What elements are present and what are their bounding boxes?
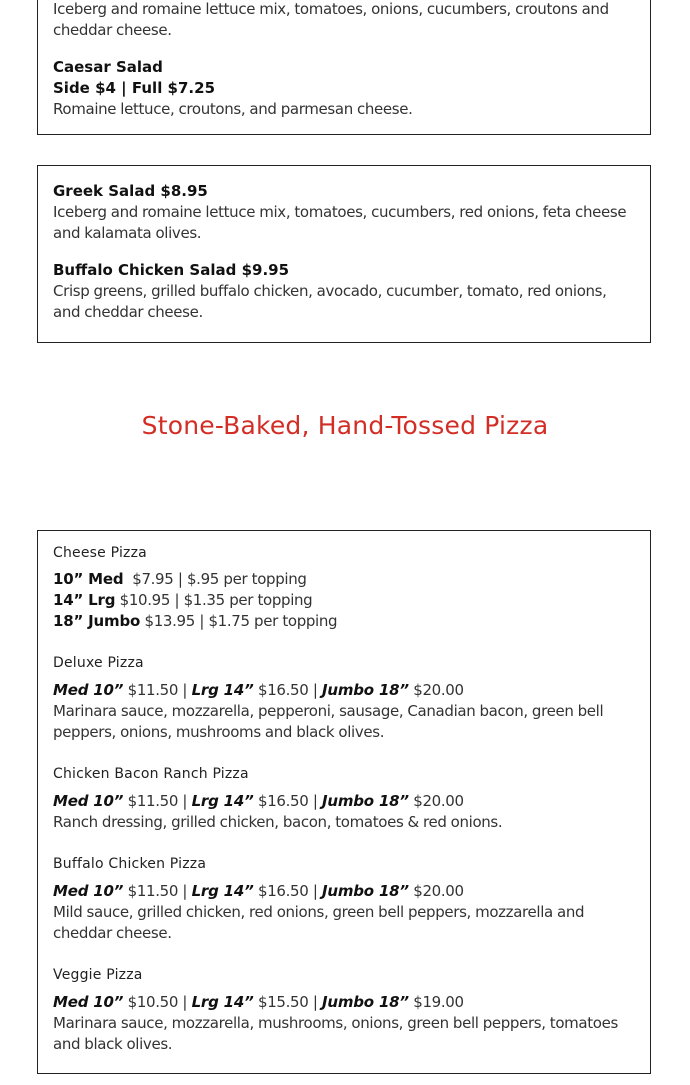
size-label-med: Med 10” [53,681,124,699]
size-label: 18” Jumbo [53,612,141,630]
size-label-med: Med 10” [53,993,124,1011]
salad-item-caesar [53,57,636,120]
pizza-description: Mild sauce, grilled chicken, red onions, green bell peppers, mozzarella and cheddar cheese. [53,903,585,942]
salad-box-bottom [37,165,651,343]
size-price: $13.95 | $1.75 per topping [144,612,338,630]
size-label-jumbo: Jumbo 18” [321,993,409,1011]
salad-price: Side $4 | Full $7.25 [53,79,216,97]
pizza-price-row: Med 10” $10.50 | Lrg 14” $15.50 | Jumbo 18” $19.00 [53,993,464,1011]
salad-item-buffalo-chicken [53,260,636,323]
section-title-pizza: Stone-Baked, Hand-Tossed Pizza [141,411,549,440]
pizza-name: Chicken Bacon Ranch Pizza [53,766,249,782]
price-lrg: $16.50 [258,681,309,699]
price-lrg: $16.50 [258,792,309,810]
price-med: $11.50 [127,681,179,699]
size-label: 14” Lrg [53,591,116,609]
pizza-size-row [53,590,636,611]
size-label-lrg: Lrg 14” [191,681,254,699]
pizza-box [37,530,651,1074]
price-jumbo: $19.00 [413,993,464,1011]
salad-description: Crisp greens, grilled buffalo chicken, avocado, cucumber, tomato, red onions, and cheddar cheese. [53,282,607,321]
price-med: $11.50 [127,882,179,900]
size-label-med: Med 10” [53,792,124,810]
pizza-description: Marinara sauce, mozzarella, mushrooms, onions, green bell peppers, tomatoes and black olives. [53,1014,618,1053]
size-label-lrg: Lrg 14” [191,882,254,900]
price-jumbo: $20.00 [413,882,464,900]
salad-box-top [37,0,651,135]
salad-item-partial [53,0,636,41]
pizza-price-row: Med 10” $11.50 | Lrg 14” $16.50 | Jumbo 18” $20.00 [53,882,464,900]
salad-description: Iceberg and romaine lettuce mix, tomatoes, cucumbers, red onions, feta cheese and kalamata olives. [53,203,627,242]
salad-description: Iceberg and romaine lettuce mix, tomatoes, onions, cucumbers, croutons and cheddar cheese. [53,0,609,39]
price-jumbo: $20.00 [413,681,464,699]
size-label-lrg: Lrg 14” [191,792,254,810]
salad-item-greek [53,181,636,244]
size-label-jumbo: Jumbo 18” [321,882,409,900]
size-label-med: Med 10” [53,882,124,900]
size-label-jumbo: Jumbo 18” [321,792,409,810]
price-lrg: $16.50 [258,882,309,900]
salad-name: Caesar Salad [53,58,163,76]
pizza-item-deluxe [53,653,636,743]
size-price: $10.95 | $1.35 per topping [119,591,313,609]
price-jumbo: $20.00 [413,792,464,810]
pizza-item-cheese [53,543,636,632]
pizza-name: Veggie Pizza [53,967,143,983]
pizza-price-row: Med 10” $11.50 | Lrg 14” $16.50 | Jumbo 18” $20.00 [53,681,464,699]
pizza-price-row: Med 10” $11.50 | Lrg 14” $16.50 | Jumbo 18” $20.00 [53,792,464,810]
size-label-jumbo: Jumbo 18” [321,681,409,699]
price-lrg: $15.50 [258,993,309,1011]
size-label: 10” Med [53,570,124,588]
pizza-name: Cheese Pizza [53,545,147,561]
pizza-size-row [53,611,636,632]
salad-title: Greek Salad $8.95 [53,182,208,200]
pizza-item-buffalo-chicken [53,854,636,944]
size-label-lrg: Lrg 14” [191,993,254,1011]
pizza-name: Buffalo Chicken Pizza [53,856,207,872]
pizza-item-chicken-bacon-ranch [53,764,636,833]
pizza-description: Ranch dressing, grilled chicken, bacon, tomatoes & red onions. [53,813,503,831]
size-price: $7.95 | $.95 per topping [132,570,307,588]
pizza-size-row [53,569,636,590]
pizza-description: Marinara sauce, mozzarella, pepperoni, sausage, Canadian bacon, green bell peppers, onions, mushrooms and black olives. [53,702,604,741]
pizza-item-veggie [53,965,636,1055]
price-med: $11.50 [127,792,179,810]
salad-title: Buffalo Chicken Salad $9.95 [53,261,290,279]
pizza-name: Deluxe Pizza [53,655,144,671]
price-med: $10.50 [127,993,179,1011]
salad-description: Romaine lettuce, croutons, and parmesan cheese. [53,100,413,118]
